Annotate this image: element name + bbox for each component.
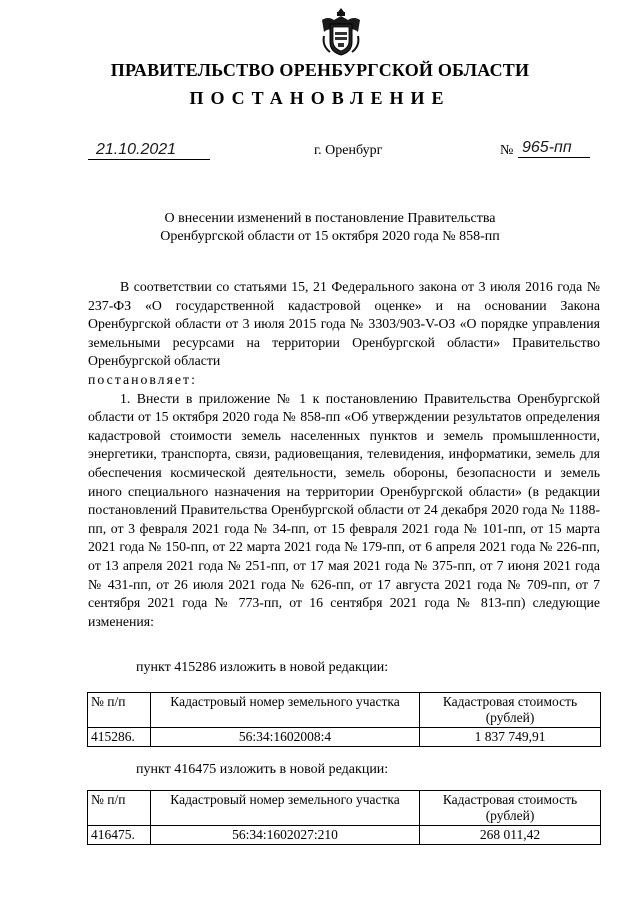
header-cell: Кадастровый номер земельного участка xyxy=(151,791,420,826)
document-city: г. Оренбург xyxy=(314,143,383,158)
cadastral-number-cell: 56:34:1602008:4 xyxy=(151,728,420,747)
cadastral-value-cell: 268 011,42 xyxy=(420,826,601,845)
decree-word: постановляет: xyxy=(88,371,197,387)
header-cell: № п/п xyxy=(88,791,151,826)
subject-line-2: Оренбургской области от 15 октября 2020 года № 858-пп xyxy=(160,229,500,244)
cadastral-table-2 xyxy=(87,790,601,845)
document-number: 965-пп xyxy=(518,139,590,158)
row-number-cell: 416475. xyxy=(88,826,151,845)
number-sign: № xyxy=(500,143,514,158)
cadastral-table-1 xyxy=(87,692,601,747)
section-2-intro: пункт 416475 изложить в новой редакции: xyxy=(136,762,389,777)
header-cell: Кадастровый номер земельного участка xyxy=(151,693,420,728)
header-cell: № п/п xyxy=(88,693,151,728)
document-date: 21.10.2021 xyxy=(88,141,210,160)
cadastral-value-cell: 1 837 749,91 xyxy=(420,728,601,747)
document-subject xyxy=(0,210,640,246)
cadastral-number-cell: 56:34:1602027:210 xyxy=(151,826,420,845)
item-1-paragraph: 1. Внести в приложение № 1 к постановлению Правительства Оренбургской области от 15 октября 2020 года № 858-пп «Об утверждении результатов определения кадастровой стоимости земель населенных пунктов и земель промышленности, энергетики, транспорта, связи, радиовещания, телевидения, информатики, земель для обеспечения космической деятельности, земель обороны, безопасности и земель иного специального назначения на территории Оренбургской области» (в редакции постановлений Правительства Оренбургской области от 24 декабря 2020 года № 1188-пп, от 3 февраля 2021 года № 34-пп, от 15 февраля 2021 года № 101-пп, от 15 марта 2021 года № 150-пп, от 22 марта 2021 года № 179-пп, от 6 апреля 2021 года № 226-пп, от 13 апреля 2021 года № 251-пп, от 17 мая 2021 года № 375-пп, от 7 июня 2021 года № 431-пп, от 26 июля 2021 года № 626-пп, от 17 августа 2021 года № 709-пп, от 7 сентября 2021 года № 773-пп, от 16 сентября 2021 года № 813-пп) следующие изменения: xyxy=(88,390,600,629)
government-name: ПРАВИТЕЛЬСТВО ОРЕНБУРГСКОЙ ОБЛАСТИ xyxy=(110,60,530,80)
table-row xyxy=(88,826,601,845)
document-body xyxy=(88,278,600,631)
header-cell: Кадастровая стоимость (рублей) xyxy=(420,693,601,728)
table-header-row xyxy=(88,693,601,728)
section-1-intro: пункт 415286 изложить в новой редакции: xyxy=(136,660,389,675)
subject-line-1: О внесении изменений в постановление Правительства xyxy=(164,211,496,226)
table-header-row xyxy=(88,791,601,826)
document-title: ПОСТАНОВЛЕНИЕ xyxy=(189,88,451,108)
row-number-cell: 415286. xyxy=(88,728,151,747)
header-cell: Кадастровая стоимость (рублей) xyxy=(420,791,601,826)
preamble-paragraph: В соответствии со статьями 15, 21 Федерального закона от 3 июля 2016 года № 237-ФЗ «О государственной кадастровой оценке» и на основании Закона Оренбургской области от 3 июля 2015 года № 3303/903-V-ОЗ «О порядке управления земельными ресурсами на территории Оренбургской области» Правительство Оренбургской области xyxy=(88,279,600,369)
table-row xyxy=(88,728,601,747)
coat-of-arms-icon xyxy=(318,6,364,58)
